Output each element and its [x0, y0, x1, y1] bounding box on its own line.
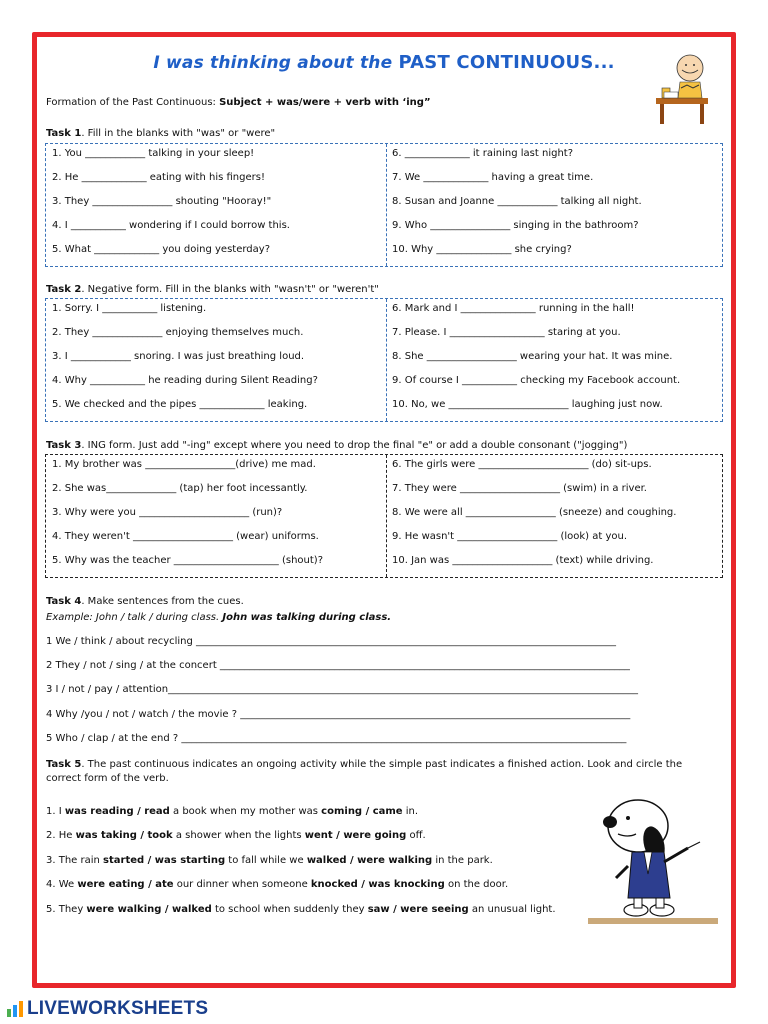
task5-heading — [46, 758, 720, 786]
task4-line-5[interactable]: 5 Who / clap / at the end ? _________________________________________________________________________________________ — [46, 733, 627, 744]
task5-item-4-start: 4. We — [46, 879, 78, 890]
task3-item-3[interactable]: 3. Why were you ______________________ (run)? — [52, 507, 283, 518]
task1-heading — [46, 128, 275, 139]
task1-item-3[interactable]: 3. They ________________ shouting "Hooray!" — [52, 196, 272, 207]
task5-item-1-end: in. — [402, 806, 419, 817]
task5-instruction: . The past continuous indicates an ongoing activity while the simple past indicates a finished action. Look and circle the correct form of the verb. — [46, 759, 683, 784]
task1-item-8[interactable]: 8. Susan and Joanne ____________ talking all night. — [392, 196, 642, 207]
task2-item-1[interactable]: 1. Sorry. I ___________ listening. — [52, 303, 207, 314]
task5-item-5-mid: to school when suddenly they — [211, 904, 368, 915]
task5-item-2-start: 2. He — [46, 830, 76, 841]
task5-item-5[interactable] — [46, 904, 556, 915]
task5-item-3-choice-b[interactable]: walked / were walking — [306, 855, 433, 866]
page-title — [0, 52, 768, 73]
task1-item-2[interactable]: 2. He _____________ eating with his fingers! — [52, 172, 265, 183]
task4-example-prefix: Example: John / talk / during class. — [46, 612, 223, 623]
task5-item-3-mid: to fall while we — [225, 855, 307, 866]
task3-box — [45, 454, 723, 578]
task2-heading — [46, 284, 379, 295]
task3-item-4[interactable]: 4. They weren't ____________________ (wear) uniforms. — [52, 531, 319, 542]
task5-item-1-choice-a[interactable]: was reading / read — [64, 806, 170, 817]
task2-item-6[interactable]: 6. Mark and I _______________ running in the hall! — [392, 303, 635, 314]
task4-line-4[interactable]: 4 Why /you / not / watch / the movie ? ______________________________________________________________________________ — [46, 709, 631, 720]
task2-instruction: . Negative form. Fill in the blanks with "wasn't" or "weren't" — [81, 284, 379, 295]
task1-item-5[interactable]: 5. What _____________ you doing yesterday? — [52, 244, 271, 255]
task2-item-7[interactable]: 7. Please. I ___________________ staring at you. — [392, 327, 621, 338]
task5-item-1-mid: a book when my mother was — [169, 806, 322, 817]
task5-item-2-end: off. — [406, 830, 426, 841]
task5-item-4-choice-b[interactable]: knocked / was knocking — [310, 879, 445, 890]
snoopy-illustration — [588, 786, 718, 926]
task5-item-5-choice-a[interactable]: were walking / walked — [86, 904, 212, 915]
title-part1: I was thinking about the — [153, 53, 399, 73]
task5-item-4-mid: our dinner when someone — [173, 879, 311, 890]
task4-example-answer: John was talking during class. — [222, 612, 392, 623]
task5-item-2-mid: a shower when the lights — [172, 830, 305, 841]
task3-heading — [46, 440, 627, 451]
task5-item-3[interactable] — [46, 855, 493, 866]
task5-item-3-end: in the park. — [432, 855, 493, 866]
task4-label: Task 4 — [46, 596, 82, 607]
charlie-brown-illustration — [654, 50, 712, 126]
task2-item-4[interactable]: 4. Why ___________ he reading during Silent Reading? — [52, 375, 318, 386]
task1-item-1[interactable]: 1. You ____________ talking in your sleep! — [52, 148, 255, 159]
task2-left-column — [46, 299, 387, 421]
task3-item-8[interactable]: 8. We were all __________________ (sneeze) and coughing. — [392, 507, 677, 518]
task3-item-5[interactable]: 5. Why was the teacher _____________________ (shout)? — [52, 555, 324, 566]
task1-right-column — [386, 144, 722, 266]
task5-item-4-choice-a[interactable]: were eating / ate — [77, 879, 174, 890]
liveworksheets-logo[interactable] — [6, 998, 208, 1020]
task5-item-5-end: an unusual light. — [468, 904, 556, 915]
task1-item-7[interactable]: 7. We _____________ having a great time. — [392, 172, 594, 183]
task2-box — [45, 298, 723, 422]
formation-rule — [46, 97, 431, 108]
task1-box — [45, 143, 723, 267]
task5-item-4-end: on the door. — [444, 879, 509, 890]
task5-item-5-start: 5. They — [46, 904, 87, 915]
task4-line-2[interactable]: 2 They / not / sing / at the concert __________________________________________________________________________________ — [46, 660, 630, 671]
task3-left-column — [46, 455, 387, 577]
task3-item-7[interactable]: 7. They were ____________________ (swim) in a river. — [392, 483, 647, 494]
task3-label: Task 3 — [46, 440, 82, 451]
logo-icon — [6, 1000, 24, 1018]
task1-label: Task 1 — [46, 128, 82, 139]
formation-label: Formation of the Past Continuous: — [46, 97, 220, 108]
task5-item-1[interactable] — [46, 806, 418, 817]
task1-instruction: . Fill in the blanks with "was" or "were" — [81, 128, 276, 139]
task3-item-10[interactable]: 10. Jan was ____________________ (text) while driving. — [392, 555, 654, 566]
task2-item-2[interactable]: 2. They ______________ enjoying themselves much. — [52, 327, 304, 338]
task3-item-9[interactable]: 9. He wasn't ____________________ (look) at you. — [392, 531, 628, 542]
task1-item-6[interactable]: 6. _____________ it raining last night? — [392, 148, 574, 159]
task5-item-5-choice-b[interactable]: saw / were seeing — [367, 904, 469, 915]
task5-item-3-choice-a[interactable]: started / was starting — [103, 855, 226, 866]
task5-label: Task 5 — [46, 759, 82, 770]
task2-item-3[interactable]: 3. I ____________ snoring. I was just breathing loud. — [52, 351, 305, 362]
task5-item-2[interactable] — [46, 830, 426, 841]
task4-heading — [46, 596, 244, 607]
task5-item-1-start: 1. I — [46, 806, 65, 817]
logo-text: LIVEWORKSHEETS — [27, 998, 209, 1019]
task3-instruction: . ING form. Just add "-ing" except where you need to drop the final "e" or add a double consonant ("jogging") — [81, 440, 628, 451]
task3-item-2[interactable]: 2. She was______________ (tap) her foot incessantly. — [52, 483, 308, 494]
task4-instruction: . Make sentences from the cues. — [81, 596, 244, 607]
task1-left-column — [46, 144, 387, 266]
task1-item-9[interactable]: 9. Who ________________ singing in the bathroom? — [392, 220, 639, 231]
task2-label: Task 2 — [46, 284, 82, 295]
task2-item-8[interactable]: 8. She __________________ wearing your hat. It was mine. — [392, 351, 673, 362]
formation-text: Subject + was/were + verb with ‘ing” — [219, 97, 431, 108]
task3-item-6[interactable]: 6. The girls were ______________________ (do) sit-ups. — [392, 459, 652, 470]
task4-line-1[interactable]: 1 We / think / about recycling ____________________________________________________________________________________ — [46, 636, 617, 647]
task2-right-column — [386, 299, 722, 421]
task2-item-10[interactable]: 10. No, we ________________________ laughing just now. — [392, 399, 663, 410]
task1-item-10[interactable]: 10. Why _______________ she crying? — [392, 244, 572, 255]
task2-item-5[interactable]: 5. We checked and the pipes _____________ leaking. — [52, 399, 308, 410]
task5-item-4[interactable] — [46, 879, 508, 890]
title-part2: PAST CONTINUOUS... — [398, 52, 615, 73]
task5-item-3-start: 3. The rain — [46, 855, 104, 866]
task5-item-2-choice-b[interactable]: went / were going — [304, 830, 407, 841]
task4-example — [46, 612, 391, 623]
task2-item-9[interactable]: 9. Of course I ___________ checking my Facebook account. — [392, 375, 681, 386]
task5-item-2-choice-a[interactable]: was taking / took — [75, 830, 173, 841]
task3-item-1[interactable]: 1. My brother was __________________(drive) me mad. — [52, 459, 316, 470]
task5-item-1-choice-b[interactable]: coming / came — [321, 806, 403, 817]
task4-line-3[interactable]: 3 I / not / pay / attention______________________________________________________________________________________________ — [46, 684, 639, 695]
task1-item-4[interactable]: 4. I ___________ wondering if I could borrow this. — [52, 220, 290, 231]
task3-right-column — [386, 455, 722, 577]
